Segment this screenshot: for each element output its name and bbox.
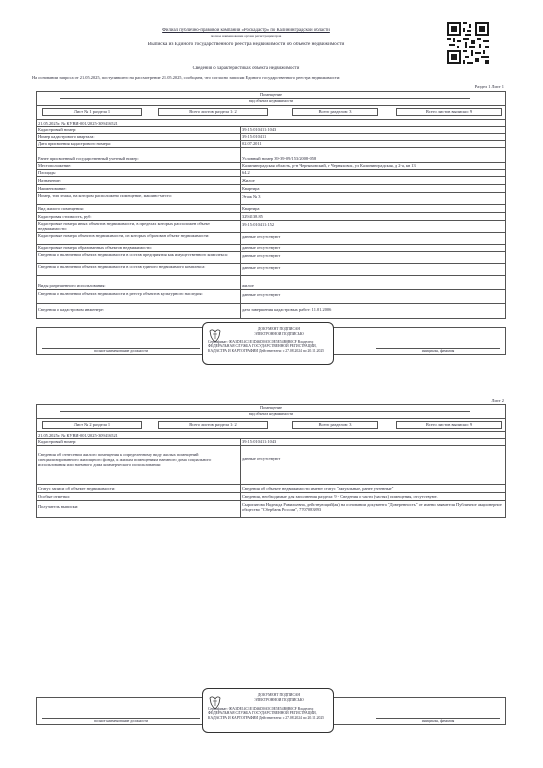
section-subtitle: Сведения о характеристиках объекта недвижимости (192, 66, 300, 71)
sections-total-p2: Всего разделов: 3 (318, 422, 352, 427)
row-label: Местоположение: (38, 163, 72, 168)
row-label: Кадастровый номер: (38, 127, 77, 132)
row-value: Сыропятова Надежда Равильевна, действующий(ая) на основании документа "Доверенность" от имени заявителя Публичное акционерное общество "Сбербанк России", 7707083893 (242, 502, 502, 512)
sections-total: Всего разделов: 3 (318, 109, 352, 114)
row-value: данные отсутствуют (242, 456, 281, 461)
row-label: Площадь: (38, 170, 57, 175)
row-label: Сведения о включении объекта недвижимости в реестр объектов культурного наследия: (38, 291, 203, 296)
object-type-p2: Помещение (260, 405, 282, 410)
row-value: 39:15:010411:1043 (242, 439, 277, 444)
row-value: данные отсутствуют (242, 234, 281, 239)
e-signature-stamp-p2 (202, 688, 334, 733)
agency-caption: полное наименование органа регистрации прав (210, 34, 282, 38)
row-label: Кадастровая стоимость, руб: (38, 214, 92, 219)
request-intro: На основании запроса от 21.05.2025, поступившего на рассмотрение 21.05.2025, сообщаем, что согласно записям Единого государственного реестра недвижимости: (32, 75, 341, 80)
initials-caption: инициалы, фамилия (421, 349, 455, 353)
section-ref-page2: Лист 2 (491, 398, 504, 403)
sheet-number-p2: Лист № 2 раздела 1 (73, 422, 111, 427)
sheet-number: Лист № 1 раздела 1 (73, 109, 111, 114)
row-label: Вид жилого помещения: (38, 206, 84, 211)
row-value: Условный номер 39-39-09/153/2008-058 (242, 156, 317, 161)
sheets-in-section: Всего листов раздела 1: 2 (189, 109, 237, 114)
signature-title-2: ЭЛЕКТРОННОЙ ПОДПИСЬЮ (254, 332, 304, 336)
row-label: Кадастровые номера образованных объектов недвижимости: (38, 245, 152, 250)
row-value: Сведения об объекте недвижимости имеют статус "актуальные, ранее учтенные" (242, 486, 394, 491)
row-label: Наименование: (38, 186, 67, 191)
row-value: 39:15:010411 (242, 134, 267, 139)
row-value: 64.2 (242, 170, 250, 175)
row-value: Квартира (242, 186, 260, 191)
row-label: Назначение: (38, 178, 62, 183)
row-value: 39:15:010411:1043 (242, 127, 277, 132)
object-type: Помещение (260, 92, 282, 97)
row-label: Получатель выписки: (38, 504, 79, 509)
signature-details: Сертификат: 00A3DE14C1E1D46D0A5C0E5E54B0B0CF Владелец: ФЕДЕРАЛЬНАЯ СЛУЖБА ГОСУДАРСТВЕННОЙ РЕГИСТРАЦИИ, КАДАСТРА И КАРТОГРАФИИ Действителен: с 27.08.2024 по 20.11.2025 (208, 707, 325, 720)
row-value: 3294138.85 (242, 214, 263, 219)
position-caption-p2: полное наименование должности (94, 719, 148, 723)
row-label: Кадастровые номера объектов недвижимости, из которых образован объект недвижимости: (38, 233, 210, 238)
row-value: Этаж № 3 (242, 194, 261, 199)
extract-date-number: 21.05.2025г. № КУВИ-001/2025-309416521 (38, 121, 118, 126)
row-value: Калининградская область, р-н Черняховский, г Черняховск, ул Калининградская, д 2-а, кв 13 (242, 163, 416, 168)
row-value: данные отсутствуют (242, 245, 281, 250)
row-value: данные отсутствуют (242, 292, 281, 297)
section-ref-page1: Раздел 1 Лист 1 (474, 84, 504, 89)
row-value: Квартира (242, 206, 260, 211)
row-label: Особые отметки: (38, 494, 70, 499)
signature-title-1: ДОКУМЕНТ ПОДПИСАН (257, 693, 301, 697)
agency-name: Филиал публично-правовой компании «Роскадастр» по Калининградской области (162, 28, 330, 33)
object-type-caption-p2: вид объекта недвижимости (248, 412, 294, 416)
row-label: Ранее присвоенный государственный учетный номер: (38, 156, 139, 161)
sheets-total-p2: Всего листов выписки: 9 (425, 422, 473, 427)
extract-title: Выписка из Единого государственного реестра недвижимости об объекте недвижимости (147, 42, 345, 47)
qr-code (447, 22, 489, 64)
row-label: Сведения об отнесении жилого помещения к определенному виду жилых помещений специализированного жилищного фонда, к жилым помещениям наемного дома социального использования или наемного дома коммерческого использования: (38, 452, 212, 467)
row-value: жилое (242, 283, 254, 288)
signature-details: Сертификат: 00A3DE14C1E1D46D0A5C0E5E54B0B0CF Владелец: ФЕДЕРАЛЬНАЯ СЛУЖБА ГОСУДАРСТВЕННОЙ РЕГИСТРАЦИИ, КАДАСТРА И КАРТОГРАФИИ Действителен: с 27.08.2024 по 20.11.2025 (208, 340, 325, 353)
sheets-total: Всего листов выписки: 9 (425, 109, 473, 114)
initials-caption-p2: инициалы, фамилия (421, 719, 455, 723)
row-value: 02.07.2011 (242, 141, 262, 146)
object-type-caption: вид объекта недвижимости (248, 99, 294, 103)
row-label: Виды разрешенного использования: (38, 283, 106, 288)
e-signature-stamp (202, 322, 334, 365)
row-value: 39:15:010411:152 (242, 222, 275, 227)
signature-title-2: ЭЛЕКТРОННОЙ ПОДПИСЬЮ (254, 698, 304, 702)
row-value: данные отсутствуют (242, 253, 281, 258)
sheets-in-section-p2: Всего листов раздела 1: 2 (189, 422, 237, 427)
row-label: Номер, тип этажа, на котором расположено помещение, машино-место: (38, 193, 173, 198)
signature-title-1: ДОКУМЕНТ ПОДПИСАН (257, 327, 301, 331)
row-value: данные отсутствуют (242, 265, 281, 270)
row-label: Статус записи об объекте недвижимости: (38, 486, 116, 491)
row-label: Сведения о включении объекта недвижимости в состав предприятия как имущественного комплекса: (38, 252, 228, 257)
row-value: дата завершения кадастровых работ: 11.01.2006 (242, 307, 332, 312)
extract-date-number-p2: 21.05.2025г. № КУВИ-001/2025-309416521 (38, 433, 118, 438)
row-label: Сведения о включении объекта недвижимости в состав единого недвижимого комплекса: (38, 264, 206, 269)
row-label: Сведения о кадастровом инженере: (38, 307, 104, 312)
row-value: Сведения, необходимые для заполнения раздела: 9 - Сведения о части (частях) помещения, отсутствуют. (242, 494, 438, 499)
position-caption: полное наименование должности (94, 349, 148, 353)
row-label: Дата присвоения кадастрового номера: (38, 141, 112, 146)
row-label: Номер кадастрового квартала: (38, 134, 95, 139)
row-value: Жилое (242, 178, 255, 183)
row-label: Кадастровые номера иных объектов недвижимости, в пределах которых расположен объект недвижимости: (38, 221, 210, 231)
row-label: Кадастровый номер: (38, 439, 77, 444)
